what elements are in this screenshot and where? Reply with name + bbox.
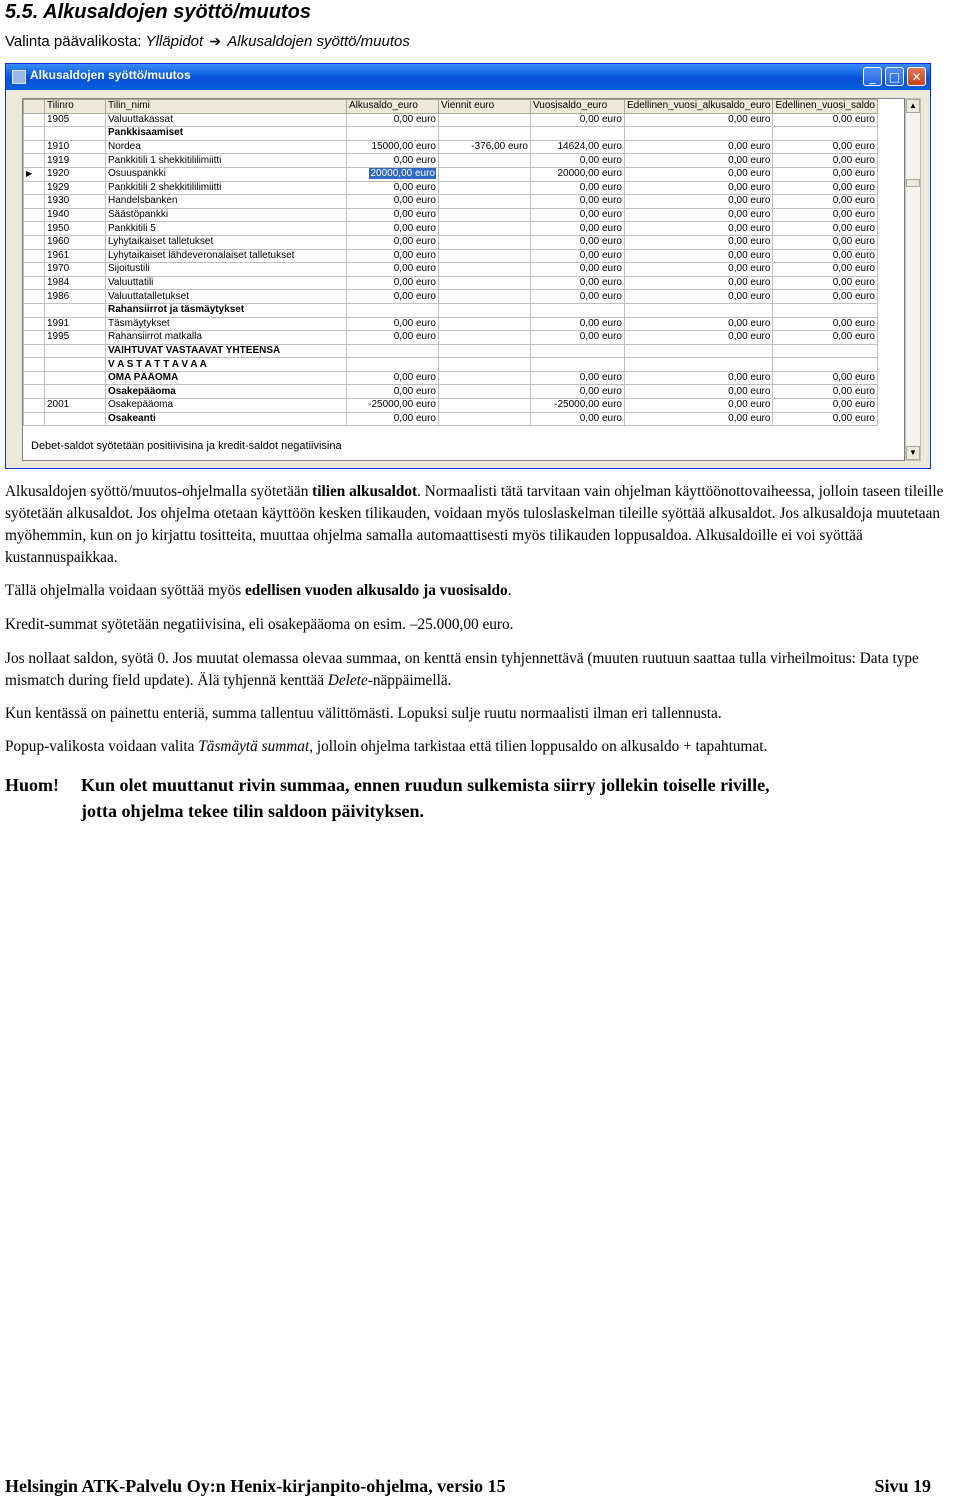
table-cell[interactable]: 0,00 euro xyxy=(531,412,625,426)
row-selector[interactable] xyxy=(24,331,45,345)
table-cell[interactable]: 0,00 euro xyxy=(625,317,773,331)
table-cell[interactable] xyxy=(45,127,106,141)
table-cell[interactable]: 0,00 euro xyxy=(531,317,625,331)
table-cell[interactable] xyxy=(773,358,878,372)
table-cell[interactable]: 0,00 euro xyxy=(773,399,878,413)
row-selector[interactable] xyxy=(24,385,45,399)
table-cell[interactable]: 0,00 euro xyxy=(625,140,773,154)
column-header[interactable]: Alkusaldo_euro xyxy=(347,100,439,114)
table-cell[interactable] xyxy=(439,358,531,372)
vertical-scrollbar[interactable] xyxy=(905,98,921,461)
table-cell[interactable]: 0,00 euro xyxy=(625,113,773,127)
table-cell[interactable]: 0,00 euro xyxy=(347,385,439,399)
table-cell[interactable]: 0,00 euro xyxy=(531,249,625,263)
table-cell[interactable] xyxy=(347,167,439,181)
table-cell[interactable]: Pankkitili 1 shekkitililimiitti xyxy=(106,154,347,168)
table-cell[interactable] xyxy=(439,317,531,331)
table-row[interactable] xyxy=(24,317,878,331)
arrow-right-icon: ➔ xyxy=(209,33,222,49)
table-cell[interactable]: 0,00 euro xyxy=(625,263,773,277)
table-cell[interactable]: 0,00 euro xyxy=(531,385,625,399)
p6-text-italic: Täsmäytä summat xyxy=(198,738,310,755)
table-cell[interactable]: 0,00 euro xyxy=(347,317,439,331)
table-cell[interactable]: VAIHTUVAT VASTAAVAT YHTEENSÄ xyxy=(106,344,347,358)
window-titlebar[interactable] xyxy=(6,64,930,90)
table-cell[interactable]: OMA PÄÄOMA xyxy=(106,371,347,385)
status-text: Debet-saldot syötetään positiivisina ja kredit-saldot negatiivisina xyxy=(31,440,342,452)
table-cell[interactable]: 0,00 euro xyxy=(347,331,439,345)
column-header[interactable]: Vuosisaldo_euro xyxy=(531,100,625,114)
table-cell[interactable]: 1940 xyxy=(45,208,106,222)
table-cell[interactable]: Rahansiirrot ja täsmäytykset xyxy=(106,303,347,317)
table-cell[interactable] xyxy=(439,276,531,290)
table-cell[interactable] xyxy=(625,127,773,141)
table-cell[interactable]: -25000,00 euro xyxy=(531,399,625,413)
table-cell[interactable] xyxy=(625,358,773,372)
table-cell[interactable] xyxy=(625,344,773,358)
row-selector[interactable] xyxy=(24,317,45,331)
row-selector[interactable] xyxy=(24,249,45,263)
row-selector[interactable] xyxy=(24,290,45,304)
table-cell[interactable] xyxy=(45,412,106,426)
p2-text-c: . xyxy=(507,582,512,599)
table-cell[interactable]: 0,00 euro xyxy=(347,181,439,195)
p2-text-a: Tällä ohjelmalla voidaan syöttää myös xyxy=(5,582,246,599)
table-cell[interactable] xyxy=(439,181,531,195)
table-cell[interactable]: 0,00 euro xyxy=(773,113,878,127)
table-cell[interactable] xyxy=(625,303,773,317)
table-cell[interactable]: 0,00 euro xyxy=(531,113,625,127)
table-cell[interactable]: 0,00 euro xyxy=(531,371,625,385)
row-selector[interactable] xyxy=(24,127,45,141)
table-cell[interactable]: 0,00 euro xyxy=(625,222,773,236)
table-cell[interactable]: 1930 xyxy=(45,195,106,209)
table-cell[interactable] xyxy=(439,208,531,222)
table-cell[interactable] xyxy=(439,235,531,249)
table-cell[interactable]: 0,00 euro xyxy=(347,263,439,277)
table-cell[interactable]: 1929 xyxy=(45,181,106,195)
p4-text-c: -näppäimellä. xyxy=(367,672,452,689)
table-cell[interactable] xyxy=(439,303,531,317)
table-row[interactable] xyxy=(24,127,878,141)
table-cell[interactable]: 0,00 euro xyxy=(773,371,878,385)
table-cell[interactable]: 0,00 euro xyxy=(347,249,439,263)
table-row[interactable] xyxy=(24,154,878,168)
table-cell[interactable] xyxy=(773,344,878,358)
scroll-thumb[interactable] xyxy=(906,179,920,187)
table-cell[interactable] xyxy=(439,331,531,345)
table-cell[interactable]: Lyhytaikaiset talletukset xyxy=(106,235,347,249)
p4-text-a: Jos nollaat saldon, syötä 0. Jos muutat olemassa olevaa summaa, on kenttä ensin tyhjennettävä (muuten ruutuun saattaa tulla virheilmoitus: Data type mismatch during field update). Älä tyhjennä kenttää xyxy=(5,650,919,689)
scroll-down-icon[interactable]: ▼ xyxy=(906,446,920,460)
table-cell[interactable]: V A S T A T T A V A A xyxy=(106,358,347,372)
row-selector[interactable] xyxy=(24,276,45,290)
table-row[interactable] xyxy=(24,113,878,127)
row-selector[interactable] xyxy=(24,140,45,154)
table-cell[interactable]: 1919 xyxy=(45,154,106,168)
page-number: Sivu 19 xyxy=(874,1476,931,1496)
table-cell[interactable]: 1920 xyxy=(45,167,106,181)
table-cell[interactable]: 1950 xyxy=(45,222,106,236)
row-selector[interactable] xyxy=(24,195,45,209)
table-cell[interactable]: 1910 xyxy=(45,140,106,154)
table-cell[interactable]: 20000,00 euro xyxy=(531,167,625,181)
table-cell[interactable]: Valuuttakassat xyxy=(106,113,347,127)
column-header[interactable]: Edellinen_vuosi_alkusaldo_euro xyxy=(625,100,773,114)
table-cell[interactable]: 0,00 euro xyxy=(625,331,773,345)
table-cell[interactable] xyxy=(439,222,531,236)
table-cell[interactable] xyxy=(45,385,106,399)
table-body xyxy=(24,113,878,426)
p6-text-c: , jolloin ohjelma tarkistaa että tilien loppusaldo on alkusaldo + tapahtumat. xyxy=(309,738,768,755)
app-window xyxy=(5,63,931,469)
table-cell[interactable] xyxy=(773,127,878,141)
table-cell[interactable]: 0,00 euro xyxy=(625,276,773,290)
table-cell[interactable]: 1991 xyxy=(45,317,106,331)
row-selector[interactable] xyxy=(24,235,45,249)
table-cell[interactable]: Valuuttatalletukset xyxy=(106,290,347,304)
table-cell[interactable] xyxy=(347,344,439,358)
table-cell[interactable]: 0,00 euro xyxy=(625,154,773,168)
window-title: Alkusaldojen syöttö/muutos xyxy=(30,68,191,82)
table-cell[interactable]: 14624,00 euro xyxy=(531,140,625,154)
menu-item-yllapidot: Ylläpidot xyxy=(145,33,204,50)
paragraph-credit: Kredit-summat syötetään negatiivisina, eli osakepääoma on esim. –25.000,00 euro. xyxy=(5,616,514,633)
paragraph-enter: Kun kentässä on painettu enteriä, summa tallentuu välittömästi. Lopuksi sulje ruutu normaalisti ilman eri tallennusta. xyxy=(5,705,722,722)
table-cell[interactable] xyxy=(531,358,625,372)
table-cell[interactable] xyxy=(439,127,531,141)
table-cell[interactable] xyxy=(347,358,439,372)
table-row[interactable] xyxy=(24,208,878,222)
row-selector[interactable] xyxy=(24,371,45,385)
table-cell[interactable]: 0,00 euro xyxy=(773,222,878,236)
minimize-icon[interactable]: _ xyxy=(863,67,882,86)
table-cell[interactable]: 0,00 euro xyxy=(625,208,773,222)
table-cell[interactable] xyxy=(347,303,439,317)
table-cell[interactable]: 0,00 euro xyxy=(773,385,878,399)
paragraph-popup xyxy=(5,736,960,758)
column-header[interactable]: Tilinro xyxy=(45,100,106,114)
table-cell[interactable]: 0,00 euro xyxy=(347,412,439,426)
table-cell[interactable]: 0,00 euro xyxy=(625,181,773,195)
table-cell[interactable]: 0,00 euro xyxy=(347,276,439,290)
row-selector[interactable] xyxy=(24,154,45,168)
paragraph-reset xyxy=(5,648,960,692)
table-cell[interactable]: 0,00 euro xyxy=(625,235,773,249)
table-cell[interactable]: Handelsbanken xyxy=(106,195,347,209)
table-cell[interactable] xyxy=(531,344,625,358)
table-row[interactable] xyxy=(24,303,878,317)
table-cell[interactable]: 0,00 euro xyxy=(625,412,773,426)
table-cell[interactable]: Pankkitili 2 shekkitililimiitti xyxy=(106,181,347,195)
menu-path xyxy=(5,31,410,52)
table-cell[interactable] xyxy=(45,303,106,317)
table-cell[interactable]: Osuuspankki xyxy=(106,167,347,181)
row-selector[interactable] xyxy=(24,263,45,277)
table-row[interactable] xyxy=(24,385,878,399)
page-footer xyxy=(5,1476,931,1497)
table-cell[interactable] xyxy=(45,371,106,385)
row-selector[interactable] xyxy=(24,399,45,413)
table-cell[interactable] xyxy=(439,249,531,263)
table-cell[interactable]: 0,00 euro xyxy=(347,222,439,236)
table-cell[interactable]: 1986 xyxy=(45,290,106,304)
table-cell[interactable] xyxy=(439,399,531,413)
table-cell[interactable]: 0,00 euro xyxy=(625,385,773,399)
table-cell[interactable] xyxy=(347,127,439,141)
table-cell[interactable] xyxy=(439,195,531,209)
table-cell[interactable]: 0,00 euro xyxy=(773,208,878,222)
table-cell[interactable]: 0,00 euro xyxy=(773,317,878,331)
table-cell[interactable] xyxy=(531,127,625,141)
table-cell[interactable]: 0,00 euro xyxy=(531,263,625,277)
table-cell[interactable] xyxy=(439,154,531,168)
table-cell[interactable]: 0,00 euro xyxy=(625,167,773,181)
row-selector[interactable] xyxy=(24,358,45,372)
row-selector[interactable] xyxy=(24,222,45,236)
p1-text-bold: tilien alkusaldot xyxy=(312,483,418,500)
section-title: 5.5. Alkusaldojen syöttö/muutos xyxy=(5,1,311,23)
balances-table xyxy=(23,99,878,426)
table-row[interactable] xyxy=(24,344,878,358)
table-row[interactable] xyxy=(24,412,878,426)
table-row[interactable] xyxy=(24,195,878,209)
table-row[interactable] xyxy=(24,167,878,181)
paragraph-previous-year xyxy=(5,580,960,602)
table-cell[interactable] xyxy=(439,290,531,304)
table-cell[interactable]: 0,00 euro xyxy=(531,331,625,345)
table-row[interactable] xyxy=(24,235,878,249)
table-cell[interactable]: 0,00 euro xyxy=(773,276,878,290)
note-label: Huom! xyxy=(5,775,59,795)
table-row[interactable] xyxy=(24,181,878,195)
table-cell[interactable]: 0,00 euro xyxy=(531,276,625,290)
row-selector[interactable] xyxy=(24,344,45,358)
table-row[interactable] xyxy=(24,263,878,277)
p1-text-a: Alkusaldojen syöttö/muutos-ohjelmalla syötetään xyxy=(5,483,313,500)
table-cell[interactable]: 0,00 euro xyxy=(773,412,878,426)
column-header[interactable]: Edellinen_vuosi_saldo xyxy=(773,100,878,114)
current-row-icon[interactable]: ▶ xyxy=(24,167,45,181)
table-cell[interactable]: 0,00 euro xyxy=(347,195,439,209)
table-cell[interactable] xyxy=(773,303,878,317)
table-cell[interactable]: 0,00 euro xyxy=(531,290,625,304)
table-cell[interactable]: Nordea xyxy=(106,140,347,154)
table-cell[interactable] xyxy=(439,113,531,127)
maximize-icon[interactable]: □ xyxy=(885,67,904,86)
table-cell[interactable]: Pankkitili 5 xyxy=(106,222,347,236)
table-cell[interactable]: Osakepääoma xyxy=(106,399,347,413)
table-cell[interactable] xyxy=(531,303,625,317)
table-cell[interactable]: 0,00 euro xyxy=(773,331,878,345)
row-selector[interactable] xyxy=(24,303,45,317)
table-cell[interactable]: 2001 xyxy=(45,399,106,413)
row-selector[interactable] xyxy=(24,412,45,426)
footer-left: Helsingin ATK-Palvelu Oy:n Henix-kirjanpito-ohjelma, versio 15 xyxy=(5,1476,506,1496)
table-cell[interactable]: Pankkisaamiset xyxy=(106,127,347,141)
table-cell[interactable]: 0,00 euro xyxy=(347,290,439,304)
p4-text-italic: Delete xyxy=(327,672,368,689)
note-line-1: Kun olet muuttanut rivin summaa, ennen ruudun sulkemista siirry jollekin toiselle riville, xyxy=(81,775,770,795)
table-cell[interactable]: 1905 xyxy=(45,113,106,127)
table-row[interactable] xyxy=(24,371,878,385)
table-cell[interactable] xyxy=(45,344,106,358)
close-icon[interactable]: ✕ xyxy=(907,67,926,86)
table-cell[interactable]: 0,00 euro xyxy=(625,371,773,385)
table-row[interactable] xyxy=(24,290,878,304)
menu-path-prefix: Valinta päävalikosta: xyxy=(5,33,146,50)
row-selector-header xyxy=(24,100,45,114)
table-cell[interactable]: Sijoitustili xyxy=(106,263,347,277)
table-cell[interactable]: 0,00 euro xyxy=(531,181,625,195)
table-cell[interactable]: Osakepääoma xyxy=(106,385,347,399)
table-cell[interactable]: Rahansiirrot matkalla xyxy=(106,331,347,345)
table-cell[interactable]: 0,00 euro xyxy=(347,154,439,168)
p2-text-bold: edellisen vuoden alkusaldo ja vuosisaldo xyxy=(245,582,508,599)
table-cell[interactable]: 0,00 euro xyxy=(773,290,878,304)
table-cell[interactable] xyxy=(45,358,106,372)
table-row[interactable] xyxy=(24,140,878,154)
table-row[interactable] xyxy=(24,222,878,236)
table-row[interactable] xyxy=(24,399,878,413)
table-cell[interactable]: Lyhytaikaiset lähdeveronalaiset talletukset xyxy=(106,249,347,263)
table-cell[interactable]: 0,00 euro xyxy=(531,208,625,222)
table-cell[interactable]: -376,00 euro xyxy=(439,140,531,154)
note-block xyxy=(5,772,960,824)
table-header-row xyxy=(24,100,878,114)
table-cell[interactable]: 0,00 euro xyxy=(347,235,439,249)
balances-grid[interactable] xyxy=(22,98,905,461)
table-cell[interactable]: 1995 xyxy=(45,331,106,345)
table-cell[interactable]: 0,00 euro xyxy=(773,195,878,209)
table-cell[interactable]: 0,00 euro xyxy=(773,263,878,277)
table-cell[interactable]: 0,00 euro xyxy=(773,154,878,168)
table-cell[interactable]: 15000,00 euro xyxy=(347,140,439,154)
table-cell[interactable]: 0,00 euro xyxy=(625,195,773,209)
row-selector[interactable] xyxy=(24,208,45,222)
table-cell[interactable]: 0,00 euro xyxy=(347,208,439,222)
table-cell[interactable]: 1960 xyxy=(45,235,106,249)
row-selector[interactable] xyxy=(24,181,45,195)
table-row[interactable] xyxy=(24,331,878,345)
table-cell[interactable]: 0,00 euro xyxy=(773,249,878,263)
table-cell[interactable]: 1961 xyxy=(45,249,106,263)
table-cell[interactable]: 0,00 euro xyxy=(625,290,773,304)
table-cell[interactable]: Valuuttatili xyxy=(106,276,347,290)
table-cell[interactable]: 0,00 euro xyxy=(347,371,439,385)
table-cell[interactable] xyxy=(439,344,531,358)
active-cell-value[interactable]: 20000,00 euro xyxy=(370,168,435,180)
note-line-2: jotta ohjelma tekee tilin saldoon päivityksen. xyxy=(81,801,425,821)
p6-text-a: Popup-valikosta voidaan valita xyxy=(5,738,199,755)
app-icon xyxy=(12,70,26,84)
table-cell[interactable]: 0,00 euro xyxy=(531,222,625,236)
table-cell[interactable]: 0,00 euro xyxy=(625,399,773,413)
table-cell[interactable] xyxy=(439,371,531,385)
table-cell[interactable]: 0,00 euro xyxy=(625,249,773,263)
table-cell[interactable] xyxy=(439,412,531,426)
table-cell[interactable]: 1984 xyxy=(45,276,106,290)
table-cell[interactable]: Säästöpankki xyxy=(106,208,347,222)
menu-item-alkusaldot: Alkusaldojen syöttö/muutos xyxy=(227,33,410,50)
table-cell[interactable]: 1970 xyxy=(45,263,106,277)
table-cell[interactable]: 0,00 euro xyxy=(773,181,878,195)
table-cell[interactable]: Täsmäytykset xyxy=(106,317,347,331)
paragraph-intro xyxy=(5,481,960,569)
table-cell[interactable]: Osakeanti xyxy=(106,412,347,426)
table-cell[interactable] xyxy=(439,385,531,399)
row-selector[interactable] xyxy=(24,113,45,127)
p1-text-c: . Normaalisti tätä tarvitaan vain ohjelman käyttöönottovaiheessa, jolloin taseen tileille syötetään alkusaldot. Jos ohjelma otetaan käyttöön kesken tilikauden, voidaan myös tuloslaskelman tileille syöttää alkusaldot. Jos alkusaldoja muutetaan myöhemmin, kun on jo kirjattu tositteita, muuttaa ohjelma samalla automaattisesti myös tilikauden loppusaldoa. Alkusaldoille ei voi syöttää kustannuspaikkaa. xyxy=(5,483,944,566)
table-row[interactable] xyxy=(24,358,878,372)
table-cell[interactable]: 0,00 euro xyxy=(773,167,878,181)
table-cell[interactable]: 0,00 euro xyxy=(773,140,878,154)
table-cell[interactable]: -25000,00 euro xyxy=(347,399,439,413)
column-header[interactable]: Tilin_nimi xyxy=(106,100,347,114)
table-cell[interactable]: 0,00 euro xyxy=(531,235,625,249)
table-cell[interactable]: 0,00 euro xyxy=(347,113,439,127)
table-row[interactable] xyxy=(24,249,878,263)
table-cell[interactable] xyxy=(439,263,531,277)
column-header[interactable]: Viennit euro xyxy=(439,100,531,114)
table-cell[interactable]: 0,00 euro xyxy=(773,235,878,249)
scroll-up-icon[interactable]: ▲ xyxy=(906,99,920,113)
table-cell[interactable] xyxy=(439,167,531,181)
table-cell[interactable]: 0,00 euro xyxy=(531,195,625,209)
table-row[interactable] xyxy=(24,276,878,290)
table-cell[interactable]: 0,00 euro xyxy=(531,154,625,168)
